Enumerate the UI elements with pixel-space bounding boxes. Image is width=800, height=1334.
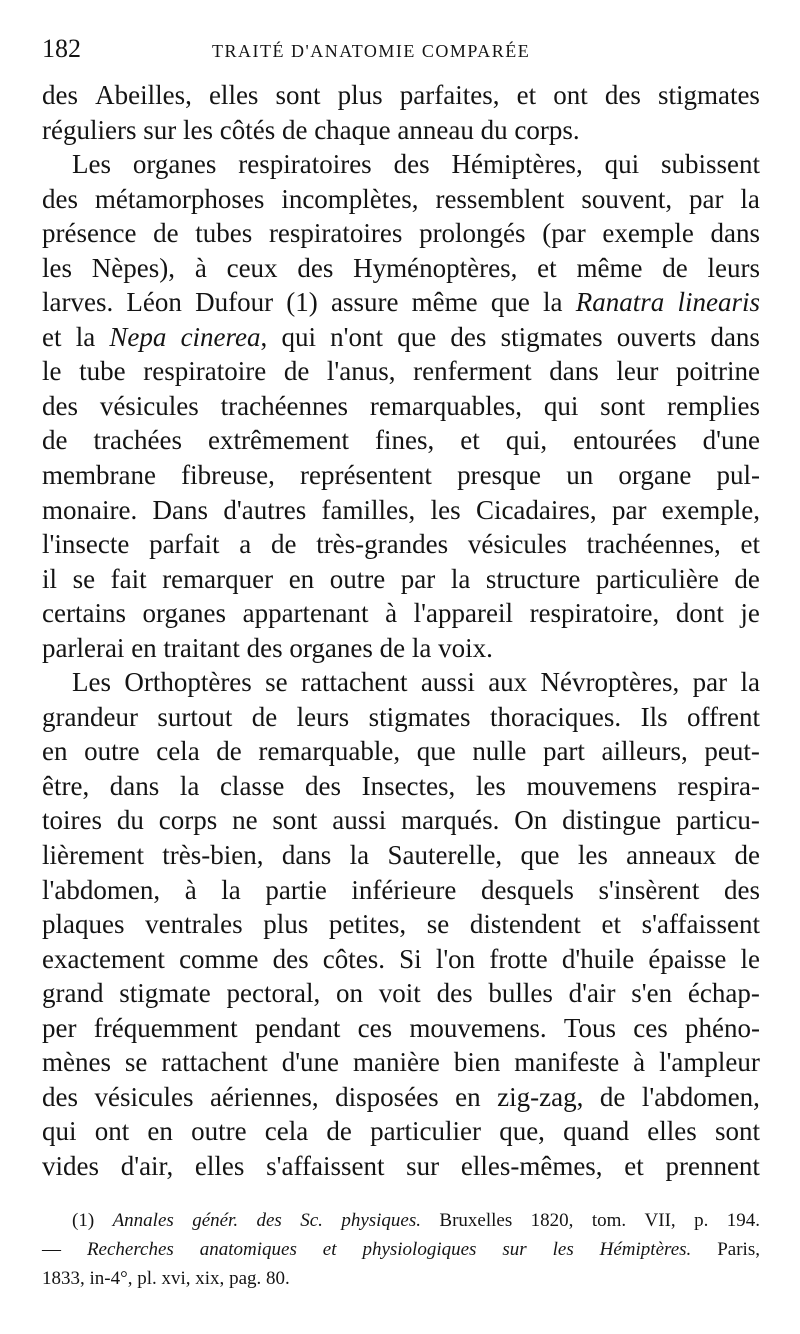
text-line: réguliers sur les côtés de chaque anneau du corps. — [42, 114, 580, 145]
running-title: TRAITÉ D'ANATOMIE COMPARÉE — [212, 41, 531, 61]
text-line: des métamorphoses incomplètes, ressemblent souvent, par la — [42, 183, 760, 214]
text-line: les Nèpes), à ceux des Hyménoptères, et même de leurs — [42, 252, 760, 283]
text-line: de trachées extrêmement fines, et qui, entourées d'une — [42, 425, 760, 456]
text-line: toires du corps ne sont aussi marqués. On distingue particu- — [42, 805, 760, 836]
footnotes — [42, 1206, 760, 1293]
text-line: être, dans la classe des Insectes, les mouvemens respira- — [42, 770, 760, 801]
text-line: exactement comme des côtes. Si l'on frotte d'huile épaisse le — [42, 943, 760, 974]
text-line: membrane fibreuse, représentent presque un organe pul- — [42, 460, 760, 491]
text-line: l'abdomen, à la partie inférieure desquels s'insèrent des — [42, 874, 760, 905]
text-line: le tube respiratoire de l'anus, renferment dans leur poitrine — [42, 356, 760, 387]
page-header — [42, 34, 760, 74]
text-line: grandeur surtout de leurs stigmates thoraciques. Ils offrent — [42, 701, 760, 732]
text-line: en outre cela de remarquable, que nulle part ailleurs, peut- — [42, 736, 760, 767]
text-line: plaques ventrales plus petites, se distendent et s'affaissent — [42, 909, 760, 940]
text-line: et la Nepa cinerea, qui n'ont que des stigmates ouverts dans — [42, 321, 760, 352]
footnote-line: 1833, in-4°, pl. xvi, xix, pag. 80. — [42, 1267, 290, 1289]
text-line: des vésicules trachéennes remarquables, qui sont remplies — [42, 390, 760, 421]
text-line: présence de tubes respiratoires prolongés (par exemple dans — [42, 218, 760, 249]
footnote-line: — Recherches anatomiques et physiologiques sur les Hémiptères. Paris, — [42, 1238, 760, 1260]
text-line: larves. Léon Dufour (1) assure même que la Ranatra linearis — [42, 287, 760, 318]
footnote-line: (1) Annales génér. des Sc. physiques. Bruxelles 1820, tom. VII, p. 194. — [72, 1209, 760, 1231]
text-line: des vésicules aériennes, disposées en zig-zag, de l'abdomen, — [42, 1081, 760, 1112]
text-line: certains organes appartenant à l'appareil respiratoire, dont je — [42, 598, 760, 629]
text-line: Les Orthoptères se rattachent aussi aux Névroptères, par la — [72, 667, 760, 698]
text-line: grand stigmate pectoral, on voit des bulles d'air s'en échap- — [42, 978, 760, 1009]
text-line: per fréquemment pendant ces mouvemens. Tous ces phéno- — [42, 1012, 760, 1043]
text-line: l'insecte parfait a de très-grandes vésicules trachéennes, et — [42, 529, 760, 560]
text-line: mènes se rattachent d'une manière bien manifeste à l'ampleur — [42, 1047, 760, 1078]
page-number: 182 — [42, 34, 81, 63]
body-text — [42, 78, 760, 1184]
text-line: Les organes respiratoires des Hémiptères, qui subissent — [72, 149, 760, 180]
text-line: il se fait remarquer en outre par la structure particulière de — [42, 563, 760, 594]
text-line: monaire. Dans d'autres familles, les Cicadaires, par exemple, — [42, 494, 760, 525]
text-line: lièrement très-bien, dans la Sauterelle, que les anneaux de — [42, 840, 760, 871]
text-line: vides d'air, elles s'affaissent sur elles-mêmes, et prennent — [42, 1150, 760, 1181]
text-line: parlerai en traitant des organes de la voix. — [42, 632, 493, 663]
text-line: des Abeilles, elles sont plus parfaites, et ont des stigmates — [42, 80, 760, 110]
text-line: qui ont en outre cela de particulier que, quand elles sont — [42, 1116, 760, 1147]
